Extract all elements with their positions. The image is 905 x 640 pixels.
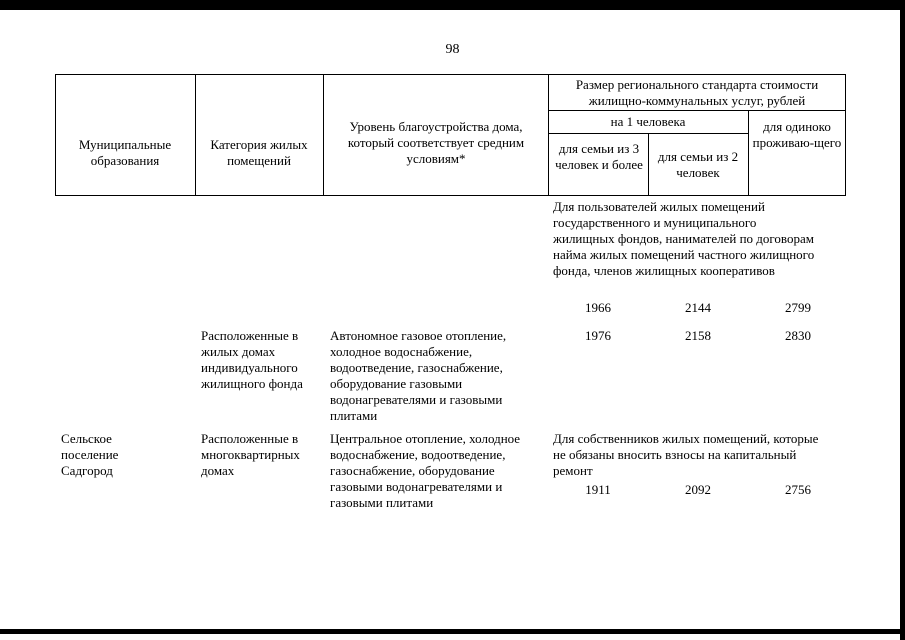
row2-single: 2830 bbox=[785, 328, 811, 343]
header-family-3plus: для семьи из 3 человек и более bbox=[555, 141, 643, 172]
header-top-line bbox=[55, 74, 846, 75]
row2-category: Расположенные в жилых домах индивидуального жилищного фонда bbox=[201, 328, 303, 391]
row3-category: Расположенные в многоквартирных домах bbox=[201, 431, 300, 478]
row1-family-2: 2144 bbox=[685, 300, 711, 315]
header-col-line-5 bbox=[748, 110, 749, 196]
header-col-line-4 bbox=[648, 133, 649, 196]
header-municipality: Муниципальные образования bbox=[78, 137, 172, 168]
header-right-line bbox=[845, 74, 846, 196]
users-note: Для пользователей жилых помещений государственного и муниципального жилищных фондов, нанимателей по договорам найма жилых помещений частного жилищного фонда, членов жилищных кооперативов bbox=[553, 199, 815, 278]
top-border bbox=[0, 0, 905, 10]
header-col-line-1 bbox=[195, 74, 196, 196]
page-number: 98 bbox=[445, 42, 460, 57]
row3-family-3plus: 1911 bbox=[585, 482, 611, 497]
header-col-line-2 bbox=[323, 74, 324, 196]
header-left-line bbox=[55, 74, 56, 196]
row3-family-2: 2092 bbox=[685, 482, 711, 497]
owners-note: Для собственников жилых помещений, которые не обязаны вносить взносы на капитальный ремонт bbox=[553, 431, 819, 478]
row2-family-2: 2158 bbox=[685, 328, 711, 343]
header-category: Категория жилых помещений bbox=[210, 137, 308, 168]
row1-family-3plus: 1966 bbox=[585, 300, 611, 315]
bottom-border bbox=[0, 629, 905, 634]
header-family-2: для семьи из 2 человек bbox=[657, 149, 739, 180]
row2-level: Автономное газовое отопление, холодное водоснабжение, водоотведение, газоснабжение, оборудование газовыми водонагревателями и газовыми плитами bbox=[330, 328, 507, 423]
standard-divider-line bbox=[548, 110, 846, 111]
header-single: для одиноко проживаю-щего bbox=[752, 119, 842, 150]
header-level: Уровень благоустройства дома, который соответствует средним условиям* bbox=[347, 119, 525, 166]
row3-single: 2756 bbox=[785, 482, 811, 497]
header-standard: Размер регионального стандарта стоимости жилищно-коммунальных услуг, рублей bbox=[575, 77, 819, 108]
header-bottom-line bbox=[55, 195, 846, 196]
right-border bbox=[900, 0, 905, 640]
row3-level: Центральное отопление, холодное водоснабжение, водоотведение, газоснабжение, оборудование газовыми водонагревателями и газовыми плитами bbox=[330, 431, 521, 510]
row1-single: 2799 bbox=[785, 300, 811, 315]
header-col-line-3 bbox=[548, 74, 549, 196]
row3-municipality: Сельское поселение Садгород bbox=[61, 431, 119, 478]
row2-family-3plus: 1976 bbox=[585, 328, 611, 343]
header-per-person: на 1 человека bbox=[610, 114, 686, 129]
